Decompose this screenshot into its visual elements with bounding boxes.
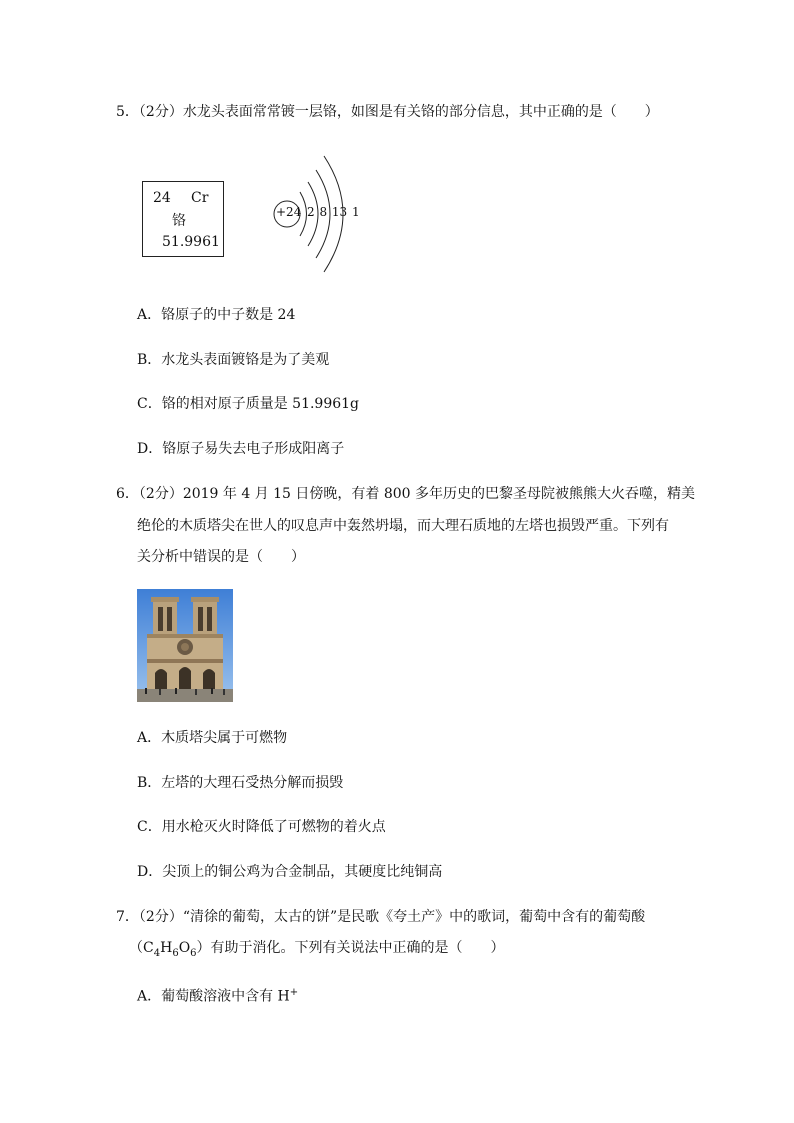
- q5-option-d: D．铬原子易失去电子形成阳离子: [137, 441, 345, 457]
- element-card-chromium: [142, 181, 224, 257]
- atomic-number: 24: [153, 190, 171, 206]
- notre-dame-photo: [137, 589, 233, 702]
- question-6-stem-line-2: 绝伦的木质塔尖在世人的叹息声中轰然坍塌，而大理石质地的左塔也损毁严重。下列有: [137, 518, 669, 534]
- element-name: 铬: [172, 213, 186, 229]
- formula-o: O: [178, 940, 191, 956]
- question-6-stem-line-3: 关分析中错误的是（ ）: [137, 549, 305, 565]
- q7-option-a-charge: +: [289, 987, 299, 998]
- q7-option-a: [137, 983, 298, 1007]
- question-7-stem-line-2: [129, 938, 505, 964]
- stem-line-2-rest: ）有助于消化。下列有关说法中正确的是（ ）: [196, 940, 505, 956]
- q6-option-a: A．木质塔尖属于可燃物: [137, 730, 288, 746]
- q5-option-c: C．铬的相对原子质量是 51.9961g: [137, 396, 360, 412]
- q5-option-b: B．水龙头表面镀铬是为了美观: [137, 352, 330, 368]
- q6-option-b: B．左塔的大理石受热分解而损毁: [137, 775, 344, 791]
- atom-structure-diagram: [270, 148, 390, 278]
- formula-sub-h: 6: [172, 947, 179, 959]
- formula-sub-c: 4: [153, 947, 161, 959]
- q7-option-a-text: A．葡萄酸溶液中含有 H: [137, 988, 290, 1005]
- q5-option-a: A．铬原子的中子数是 24: [137, 307, 296, 323]
- formula-h: H: [160, 940, 173, 956]
- formula-open: （C: [129, 940, 154, 956]
- q6-option-d: D．尖顶上的铜公鸡为合金制品，其硬度比纯铜高: [137, 864, 443, 880]
- question-5-stem: 5．（2分）水龙头表面常常镀一层铬，如图是有关铬的部分信息，其中正确的是（ ）: [116, 104, 659, 120]
- formula-sub-o: 6: [190, 947, 197, 959]
- question-6-stem-line-1: 6．（2分）2019 年 4 月 15 日傍晚，有着 800 多年历史的巴黎圣母院被熊熊大火吞噬，精美: [116, 486, 696, 502]
- nucleus-charge: +24: [276, 205, 302, 219]
- element-symbol: Cr: [191, 190, 209, 206]
- q6-option-c: C．用水枪灭火时降低了可燃物的着火点: [137, 819, 386, 835]
- question-7-stem-line-1: 7．（2分）“清徐的葡萄，太古的饼”是民歌《夸土产》中的歌词，葡萄中含有的葡萄酸: [116, 909, 646, 925]
- atomic-mass: 51.9961: [162, 234, 220, 250]
- shell-electron-counts: 2 8 13 1: [307, 205, 360, 219]
